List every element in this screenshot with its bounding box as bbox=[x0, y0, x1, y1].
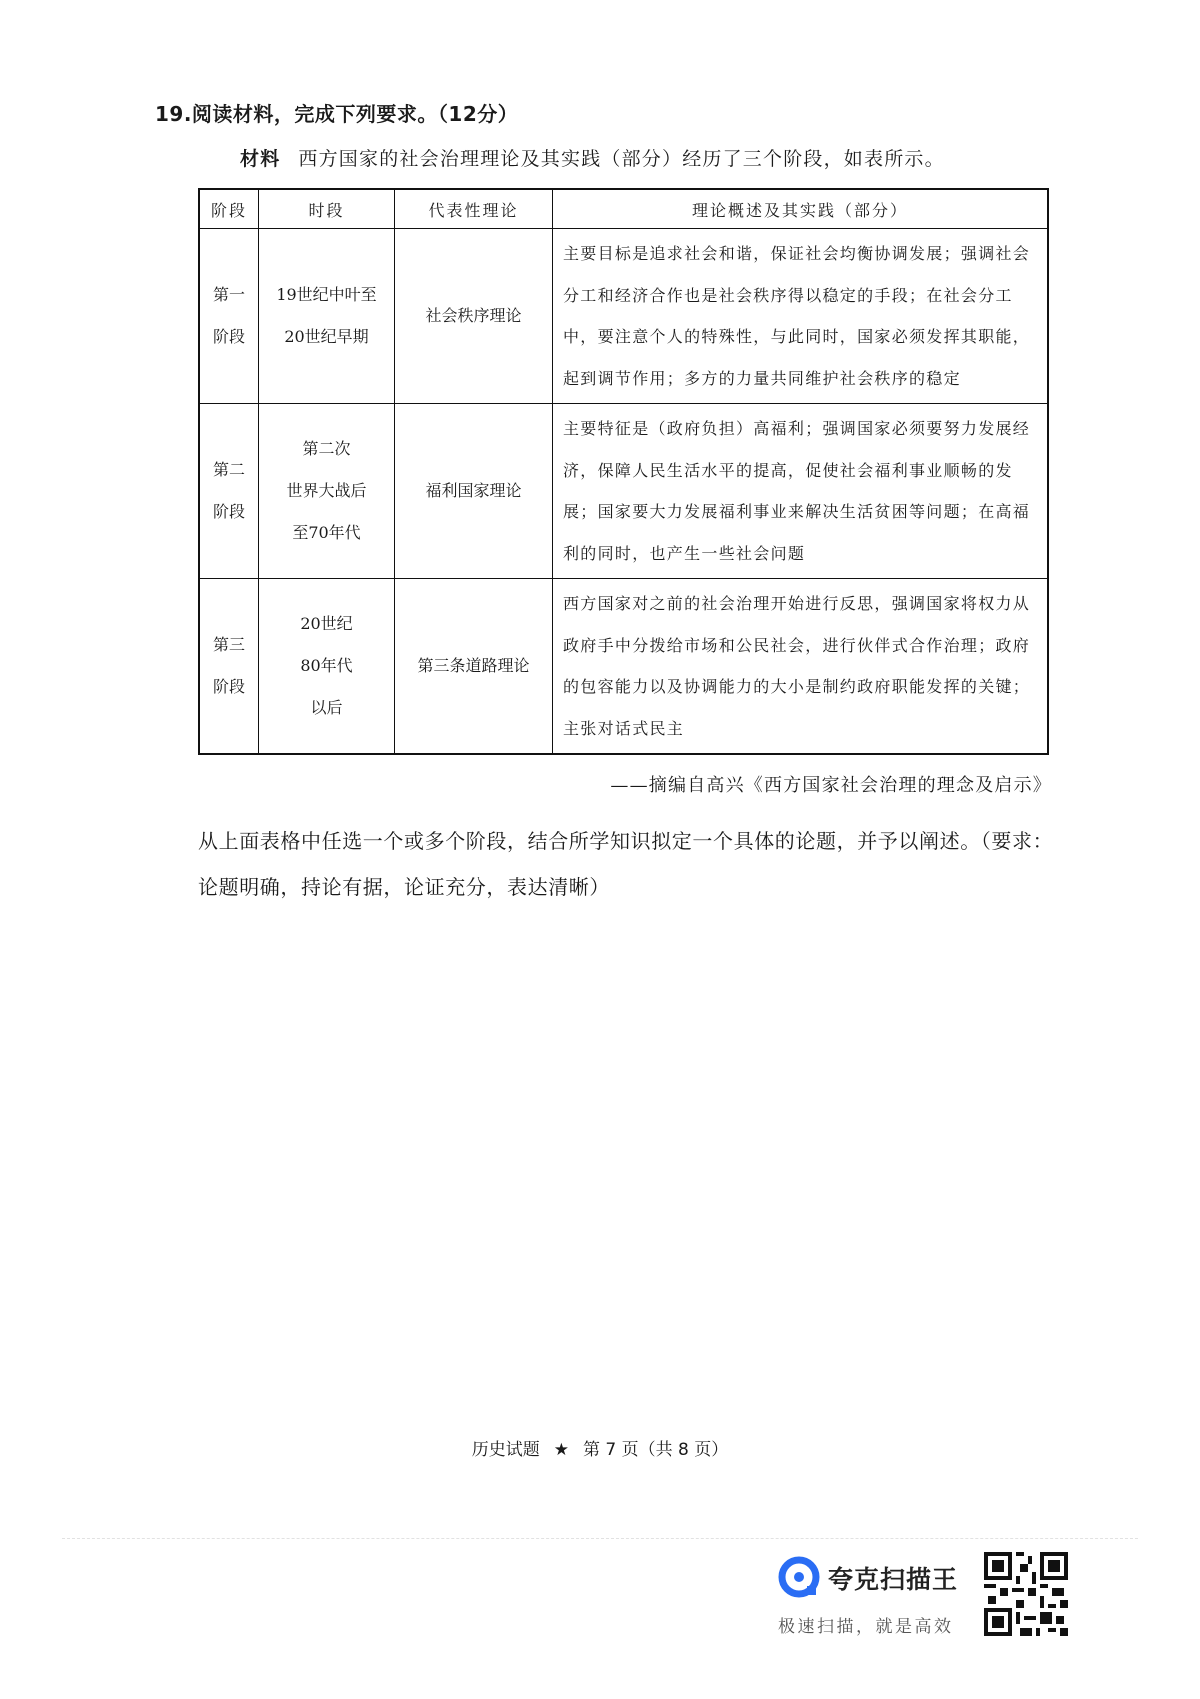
brand-name: 夸克扫描王 bbox=[828, 1565, 959, 1594]
task-instruction: 从上面表格中任选一个或多个阶段，结合所学知识拟定一个具体的论题，并予以阐述。（要求：论题明确，持论有据，论证充分，表达清晰） bbox=[198, 829, 1054, 899]
stage-line: 阶段 bbox=[212, 502, 245, 521]
material-intro bbox=[240, 144, 945, 171]
table-row bbox=[199, 404, 1048, 579]
star-icon: ★ bbox=[553, 1440, 569, 1460]
footer-subject: 历史试题 bbox=[471, 1440, 540, 1460]
period-line: 世界大战后 bbox=[286, 481, 367, 500]
period-line: 以后 bbox=[310, 698, 343, 717]
footer-page: 第 7 页（共 8 页） bbox=[583, 1440, 729, 1460]
stage-line: 阶段 bbox=[212, 327, 245, 346]
material-label: 材料 bbox=[240, 148, 281, 170]
period-line: 19世纪中叶至 bbox=[276, 285, 377, 304]
stage-cell bbox=[199, 229, 259, 404]
header-stage: 阶段 bbox=[199, 189, 259, 229]
description-cell: 西方国家对之前的社会治理开始进行反思，强调国家将权力从政府手中分拨给市场和公民社会，进行伙伴式合作治理；政府的包容能力以及协调能力的大小是制约政府职能发挥的关键；主张对话式民主 bbox=[553, 579, 1049, 755]
header-description: 理论概述及其实践（部分） bbox=[553, 189, 1049, 229]
theory-cell: 福利国家理论 bbox=[395, 404, 553, 579]
period-cell bbox=[259, 404, 395, 579]
stage-line: 第二 bbox=[212, 460, 245, 479]
stage-line: 第三 bbox=[212, 635, 245, 654]
material-text: 西方国家的社会治理理论及其实践（部分）经历了三个阶段，如表所示。 bbox=[298, 148, 945, 170]
period-line: 第二次 bbox=[302, 439, 351, 458]
period-cell bbox=[259, 229, 395, 404]
quark-logo-icon bbox=[778, 1556, 820, 1598]
period-line: 至70年代 bbox=[292, 523, 361, 542]
page-footer bbox=[0, 1435, 1200, 1460]
theory-cell: 第三条道路理论 bbox=[395, 579, 553, 755]
description-cell: 主要目标是追求社会和谐，保证社会均衡协调发展；强调社会分工和经济合作也是社会秩序得以稳定的手段；在社会分工中，要注意个人的特殊性，与此同时，国家必须发挥其职能，起到调节作用；多方的力量共同维护社会秩序的稳定 bbox=[553, 229, 1049, 404]
question-title: 19.阅读材料，完成下列要求。（12分） bbox=[155, 102, 519, 126]
period-cell bbox=[259, 579, 395, 755]
stage-cell bbox=[199, 404, 259, 579]
header-period: 时段 bbox=[259, 189, 395, 229]
stage-line: 阶段 bbox=[212, 677, 245, 696]
period-line: 20世纪 bbox=[300, 614, 353, 633]
table-row bbox=[199, 229, 1048, 404]
qr-code-icon bbox=[984, 1552, 1068, 1636]
description-cell: 主要特征是（政府负担）高福利；强调国家必须要努力发展经济，保障人民生活水平的提高，促使社会福利事业顺畅的发展；国家要大力发展福利事业来解决生活贫困等问题；在高福利的同时，也产生一些社会问题 bbox=[553, 404, 1049, 579]
table-header-row bbox=[199, 189, 1048, 229]
period-line: 80年代 bbox=[300, 656, 353, 675]
stage-line: 第一 bbox=[212, 285, 245, 304]
governance-table bbox=[198, 188, 1049, 755]
theory-cell: 社会秩序理论 bbox=[395, 229, 553, 404]
brand-slogan: 极速扫描，就是高效 bbox=[778, 1617, 954, 1637]
period-line: 20世纪早期 bbox=[284, 327, 369, 346]
scan-divider bbox=[62, 1538, 1138, 1539]
source-citation: ——摘编自高兴《西方国家社会治理的理念及启示》 bbox=[610, 775, 1052, 796]
table-row bbox=[199, 579, 1048, 755]
header-theory: 代表性理论 bbox=[395, 189, 553, 229]
stage-cell bbox=[199, 579, 259, 755]
